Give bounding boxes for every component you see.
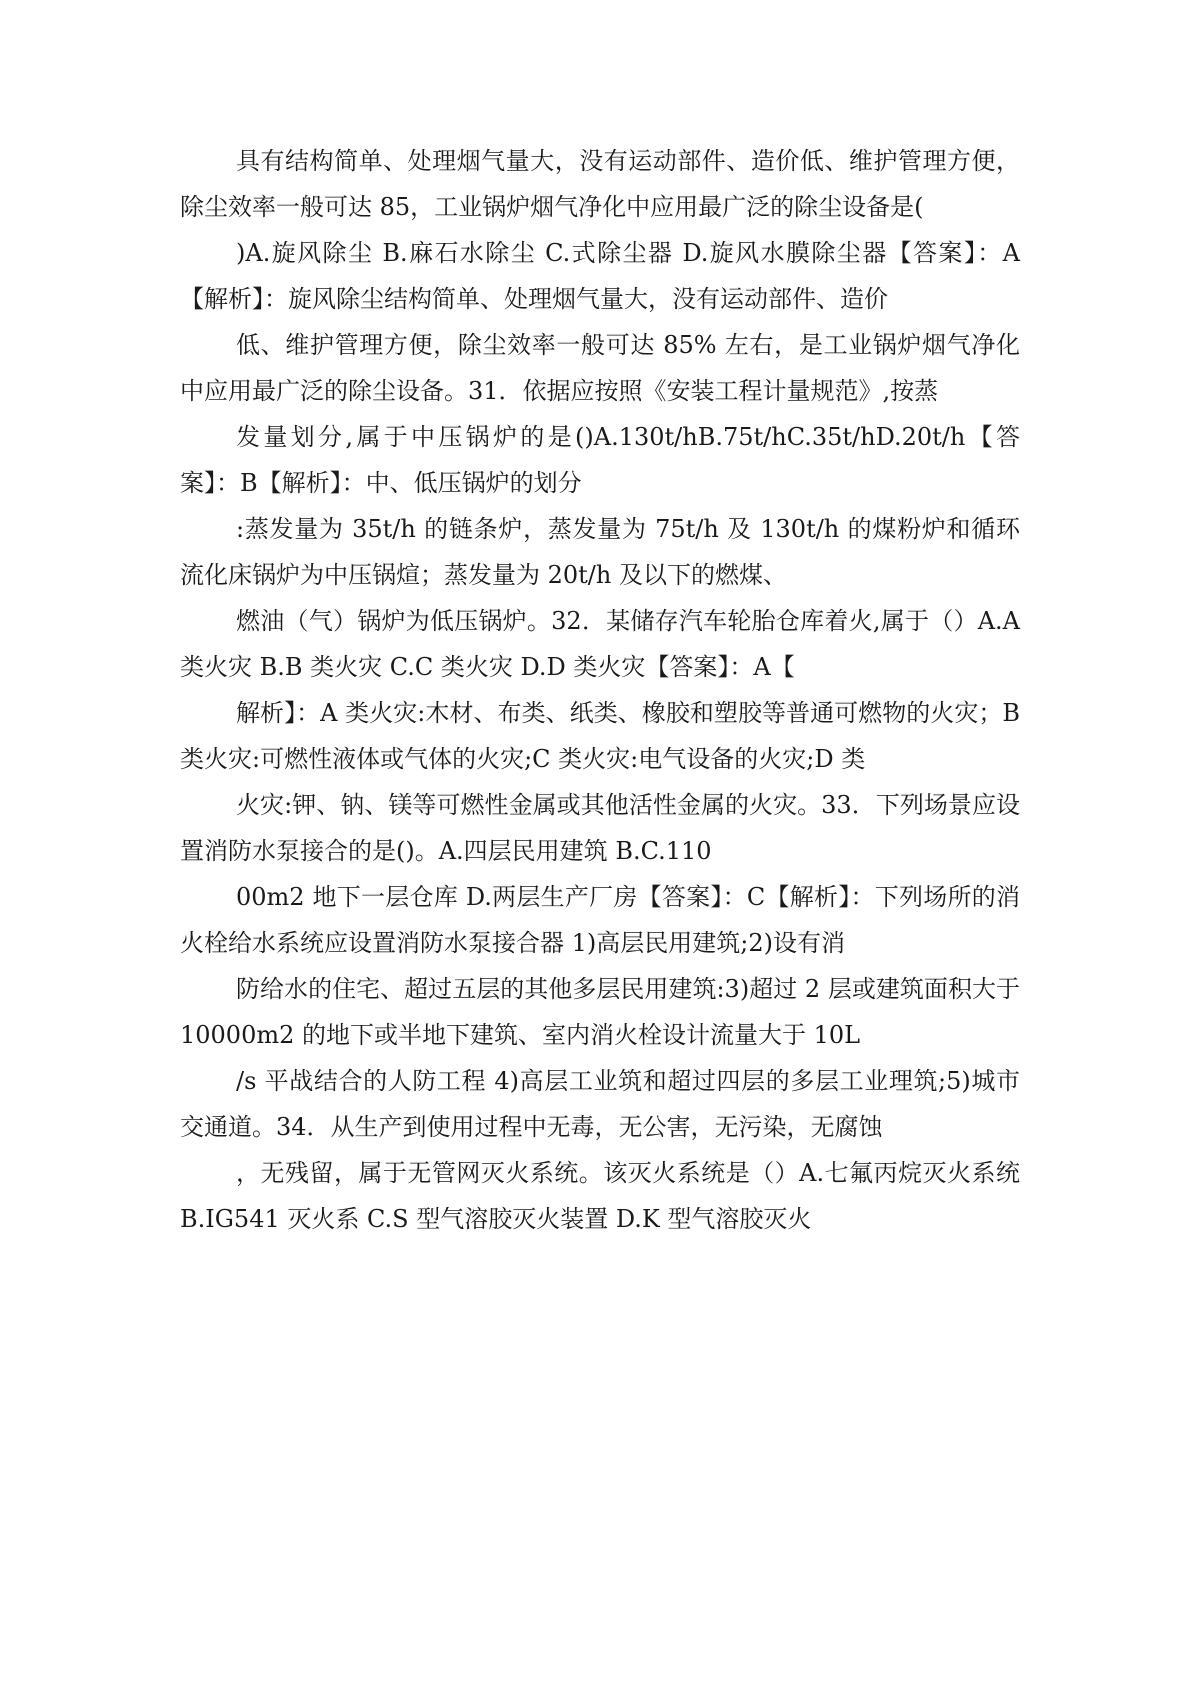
paragraph-11: /s 平战结合的人防工程 4)高层工业筑和超过四层的多层工业理筑;5)城市交通道。34．从生产到使用过程中无毒，无公害，无污染，无腐蚀 <box>180 1067 1020 1141</box>
paragraph-7: 解析】：A 类火灾:木材、布类、纸类、橡胶和塑胶等普通可燃物的火灾；B 类火灾:可燃性液体或气体的火灾;C 类火灾:电气设备的火灾;D 类 <box>180 699 1020 773</box>
paragraph-8: 火灾:钾、钠、镁等可燃性金属或其他活性金属的火灾。33．下列场景应设置消防水泵接合的是()。A.四层民用建筑 B.C.110 <box>180 791 1020 865</box>
paragraph-10: 防给水的住宅、超过五层的其他多层民用建筑:3)超过 2 层或建筑面积大于 10000m2 的地下或半地下建筑、室内消火栓设计流量大于 10L <box>180 975 1020 1049</box>
paragraph-2: )A.旋风除尘 B.麻石水除尘 C.式除尘器 D.旋风水膜除尘器【答案】：A【解析】：旋风除尘结构简单、处理烟气量大，没有运动部件、造价 <box>180 239 1020 313</box>
paragraph-9: 00m2 地下一层仓库 D.两层生产厂房【答案】：C【解析】：下列场所的消火栓给水系统应设置消防水泵接合器 1)高层民用建筑;2)设有消 <box>180 883 1020 957</box>
paragraph-1: 具有结构简单、处理烟气量大，没有运动部件、造价低、维护管理方便，除尘效率一般可达 85，工业锅炉烟气净化中应用最广泛的除尘设备是( <box>180 147 1020 221</box>
paragraph-4: 发量划分,属于中压锅炉的是()A.130t/hB.75t/hC.35t/hD.20t/h【答案】：B【解析】：中、低压锅炉的划分 <box>180 423 1020 497</box>
paragraph-12: ，无残留，属于无管网灭火系统。该灭火系统是（）A.七氟丙烷灭火系统 B.IG541 灭火系 C.S 型气溶胶灭火装置 D.K 型气溶胶灭火 <box>180 1159 1020 1233</box>
paragraph-5: :蒸发量为 35t/h 的链条炉，蒸发量为 75t/h 及 130t/h 的煤粉炉和循环流化床锅炉为中压锅煊；蒸发量为 20t/h 及以下的燃煤、 <box>180 515 1020 589</box>
document-body <box>180 138 1020 1242</box>
paragraph-6: 燃油（气）锅炉为低压锅炉。32．某储存汽车轮胎仓库着火,属于（）A.A 类火灾 B.B 类火灾 C.C 类火灾 D.D 类火灾【答案】：A【 <box>180 607 1020 681</box>
paragraph-3: 低、维护管理方便，除尘效率一般可达 85% 左右，是工业锅炉烟气净化中应用最广泛的除尘设备。31．依据应按照《安装工程计量规范》,按蒸 <box>180 331 1020 405</box>
